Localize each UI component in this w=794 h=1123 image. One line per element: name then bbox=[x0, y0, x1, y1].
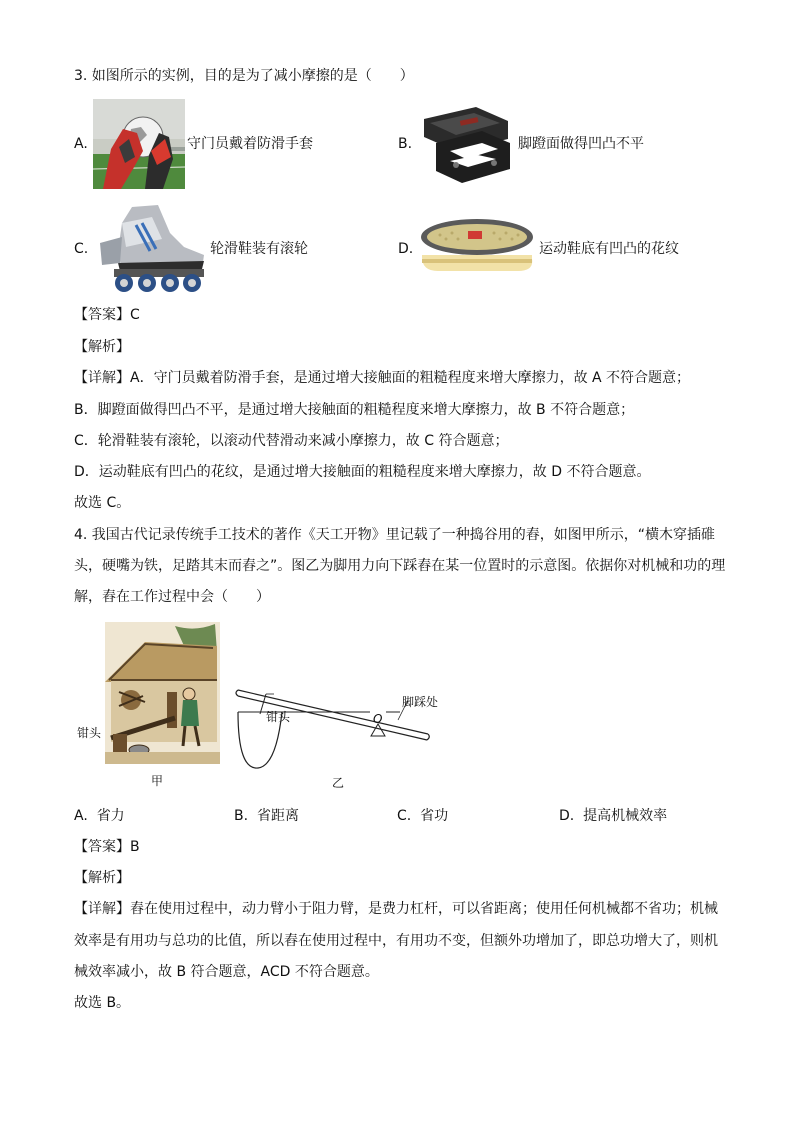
figure-yi-tou-label: 钳头 bbox=[266, 710, 291, 724]
q4-option-d bbox=[559, 807, 667, 825]
q3-option-c-text: 轮滑鞋装有滚轮 bbox=[210, 241, 308, 257]
q4-option-d-letter: D. bbox=[559, 808, 575, 824]
q3-detail-c: C．轮滑鞋装有滚轮，以滚动代替滑动来减小摩擦力，故 C 符合题意； bbox=[74, 433, 509, 449]
q4-option-a-text: 省力 bbox=[96, 808, 125, 824]
q3-analysis-heading: 【解析】 bbox=[74, 339, 130, 355]
q4-option-a-letter: A. bbox=[74, 808, 88, 824]
q4-option-c-letter: C. bbox=[397, 808, 412, 824]
q3-detail-d: D．运动鞋底有凹凸的花纹，是通过增大接触面的粗糙程度来增大摩擦力，故 D 不符合题意。 bbox=[74, 464, 651, 480]
q4-option-b bbox=[234, 807, 299, 825]
q3-option-d-text: 运动鞋底有凹凸的花纹 bbox=[539, 241, 679, 257]
figure-jia-caption: 甲 bbox=[151, 774, 164, 788]
q4-option-a bbox=[74, 807, 125, 825]
q3-option-b-letter: B. bbox=[398, 136, 413, 152]
q4-analysis-heading: 【解析】 bbox=[74, 870, 130, 886]
q4-option-c-text: 省功 bbox=[420, 808, 449, 824]
inline-skate-photo bbox=[92, 203, 207, 293]
q3-answer: 【答案】C bbox=[74, 307, 140, 323]
q4-stem-line-2: 头，硬嘴为铁，足踏其末而舂之”。图乙为脚用力向下踩舂在某一位置时的示意图。依据你对机械和功的理 bbox=[74, 558, 726, 574]
bike-pedal-photo bbox=[416, 99, 516, 189]
q3-detail-b: B．脚蹬面做得凹凸不平，是通过增大接触面的粗糙程度来增大摩擦力，故 B 不符合题意； bbox=[74, 402, 635, 418]
figure-jia-tou-label: 钳头 bbox=[77, 726, 102, 740]
figure-yi-foot-label: 脚踩处 bbox=[402, 695, 439, 709]
q4-detail-line-2: 效率是有用功与总功的比值，所以舂在使用过程中，有用功不变，但额外功增加了，即总功增大了，则机 bbox=[74, 933, 718, 949]
q4-conclusion: 故选 B。 bbox=[74, 995, 131, 1011]
q4-detail-line-1: 【详解】舂在使用过程中，动力臂小于阻力臂，是费力杠杆，可以省距离；使用任何机械都不省功；机械 bbox=[74, 901, 718, 917]
figure-yi-pivot-label: O bbox=[373, 712, 383, 726]
q4-option-b-text: 省距离 bbox=[256, 808, 299, 824]
q4-stem-line-3: 解，舂在工作过程中会（ ） bbox=[74, 589, 270, 605]
q3-option-c-letter: C. bbox=[74, 241, 89, 257]
q4-option-d-text: 提高机械效率 bbox=[583, 808, 668, 824]
q3-option-a-text: 守门员戴着防滑手套 bbox=[187, 136, 313, 152]
figure-jia-illustration bbox=[105, 622, 220, 764]
figure-yi-caption: 乙 bbox=[332, 776, 345, 790]
q3-option-a-letter: A. bbox=[74, 136, 88, 152]
q4-stem-line-1: 4. 我国古代记录传统手工技术的著作《天工开物》里记载了一种捣谷用的舂，如图甲所示，“横木穿插碓 bbox=[74, 527, 716, 543]
q3-detail-a: 【详解】A．守门员戴着防滑手套，是通过增大接触面的粗糙程度来增大摩擦力，故 A 不符合题意； bbox=[74, 370, 691, 386]
q4-option-c bbox=[397, 807, 448, 825]
q3-option-b-text: 脚蹬面做得凹凸不平 bbox=[518, 136, 644, 152]
q4-detail-line-3: 械效率减小，故 B 符合题意，ACD 不符合题意。 bbox=[74, 964, 379, 980]
goalkeeper-glove-photo bbox=[93, 99, 185, 189]
q4-answer: 【答案】B bbox=[74, 839, 140, 855]
shoe-sole-photo bbox=[418, 215, 536, 275]
q3-conclusion: 故选 C。 bbox=[74, 495, 131, 511]
q3-option-d-letter: D. bbox=[398, 241, 414, 257]
q3-stem: 3. 如图所示的实例，目的是为了减小摩擦的是（ ） bbox=[74, 68, 414, 84]
q4-option-b-letter: B. bbox=[234, 808, 249, 824]
